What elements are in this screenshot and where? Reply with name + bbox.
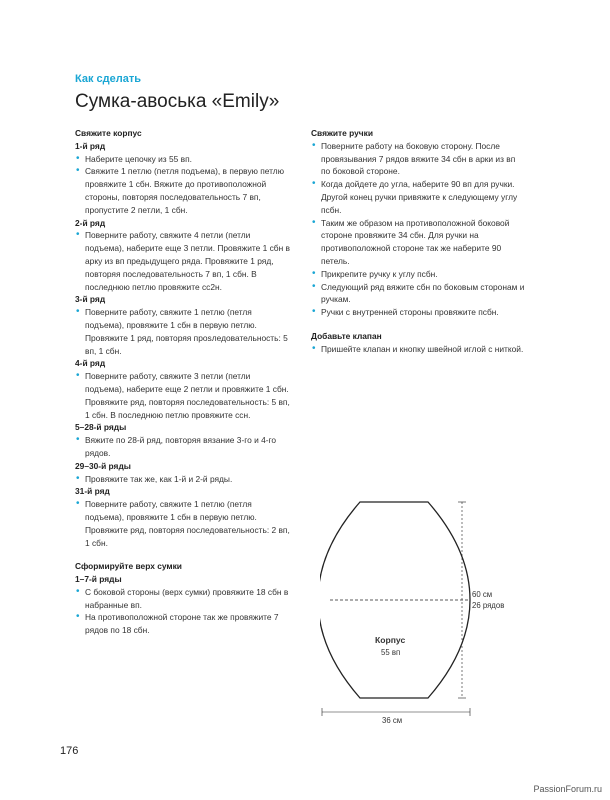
page-title: Сумка-авоська «Emily»: [75, 91, 280, 112]
instruction-item: • Свяжите 1 петлю (петля подъема), в первую петлю провяжите 1 сбн. Вяжите до противоположной стороны, повторяя последовательность 7 вп, пропустите 2 петли, 1 сбн.: [75, 165, 290, 216]
instruction-item: • Поверните работу, свяжите 1 петлю (петля подъема), провяжите 1 сбн в первую петлю. Провяжите ряд, повторяя последовательность: 2 вп, 1 сбн.: [75, 498, 290, 549]
row-label: 5–28-й ряды: [75, 422, 127, 433]
instruction-list: [75, 229, 290, 293]
instruction-item: • На противоположной стороне так же провяжите 7 рядов по 18 сбн.: [75, 611, 290, 637]
instruction-item: • Когда дойдете до угла, наберите 90 вп для ручки. Другой конец ручки привяжите к следующему углу псбн.: [311, 178, 525, 216]
section-heading-flap: Добавьте клапан: [311, 330, 382, 341]
instruction-item: • Пришейте клапан и кнопку швейной иглой с ниткой.: [311, 343, 525, 356]
row-label: 3-й ряд: [75, 294, 106, 305]
row-label: 2-й ряд: [75, 217, 106, 228]
section-heading-body: Свяжите корпус: [75, 128, 142, 138]
section-kicker: Как сделать: [75, 73, 141, 85]
diagram-rows-label: 26 рядов: [472, 601, 505, 610]
bag-schematic: [320, 490, 520, 730]
instruction-list: [75, 498, 290, 549]
instruction-list: [75, 586, 290, 637]
instruction-list: [75, 370, 290, 421]
left-column: [75, 127, 290, 637]
instruction-list: [75, 153, 290, 217]
section-heading-top: Сформируйте верх сумки: [75, 561, 182, 572]
instruction-list: [311, 140, 525, 319]
instruction-item: • Провяжите так же, как 1-й и 2-й ряды.: [75, 473, 290, 486]
instruction-item: • Поверните работу, свяжите 1 петлю (петля подъема), провяжите 1 сбн в первую петлю. Провяжите 1 ряд, повторяя пposледовательность: 5 вп, 1 сбн.: [75, 306, 290, 357]
instruction-item: • Поверните работу на боковую сторону. После провязывания 7 рядов вяжите 34 сбн в арки из вп по боковой стороне.: [311, 140, 525, 178]
row-label: 29–30-й ряды: [75, 460, 131, 471]
row-label: 1-й ряд: [75, 140, 106, 151]
instruction-item: • Поверните работу, свяжите 3 петли (петли подъема), наберите еще 2 петли и провяжите 1 сбн. Провяжите ряд, повторяя последовательность: 5 вп, 1 сбн. В последнюю петлю провяжите ссн.: [75, 370, 290, 421]
diagram-height-label: 60 см: [472, 590, 493, 599]
instruction-item: • Ручки с внутренней стороны провяжите псбн.: [311, 306, 525, 319]
instruction-list: [75, 306, 290, 357]
diagram-width-label: 36 см: [382, 716, 403, 725]
instruction-item: • Прикрепите ручку к углу псбн.: [311, 268, 525, 281]
diagram-name: Корпус: [375, 635, 406, 645]
instruction-list: [75, 473, 290, 486]
instruction-item: • Таким же образом на противоположной боковой стороне провяжите 34 сбн. Для ручки на противоположной стороне так же наберите 90 петель.: [311, 217, 525, 268]
instruction-item: • Поверните работу, свяжите 4 петли (петли подъема), наберите еще 3 петли. Провяжите 1 сбн в арку из вп предыдущего ряда. Провяжите 1 ряд, повторяя последовательность 7 вп, 1 сбн. В последнюю петлю провяжите сс2н.: [75, 229, 290, 293]
instruction-item: • Вяжите по 28-й ряд, повторяя вязание 3-го и 4-го рядов.: [75, 434, 290, 460]
diagram-stitches: 55 вп: [381, 648, 401, 657]
row-label: 4-й ряд: [75, 358, 106, 369]
instruction-list: [75, 434, 290, 460]
instruction-item: • С боковой стороны (верх сумки) провяжите 18 сбн в набранные вп.: [75, 586, 290, 612]
right-column: [311, 127, 525, 356]
page-number: 176: [60, 745, 79, 757]
section-heading-handles: Свяжите ручки: [311, 128, 374, 138]
bag-body-diagram: [320, 490, 520, 730]
row-label: 1–7-й ряды: [75, 574, 122, 585]
instruction-item: • Следующий ряд вяжите сбн по боковым сторонам и ручкам.: [311, 281, 525, 307]
instruction-item: • Наберите цепочку из 55 вп.: [75, 153, 290, 166]
watermark: PassionForum.ru: [533, 784, 602, 794]
instruction-list: [311, 343, 525, 356]
row-label: 31-й ряд: [75, 486, 110, 497]
